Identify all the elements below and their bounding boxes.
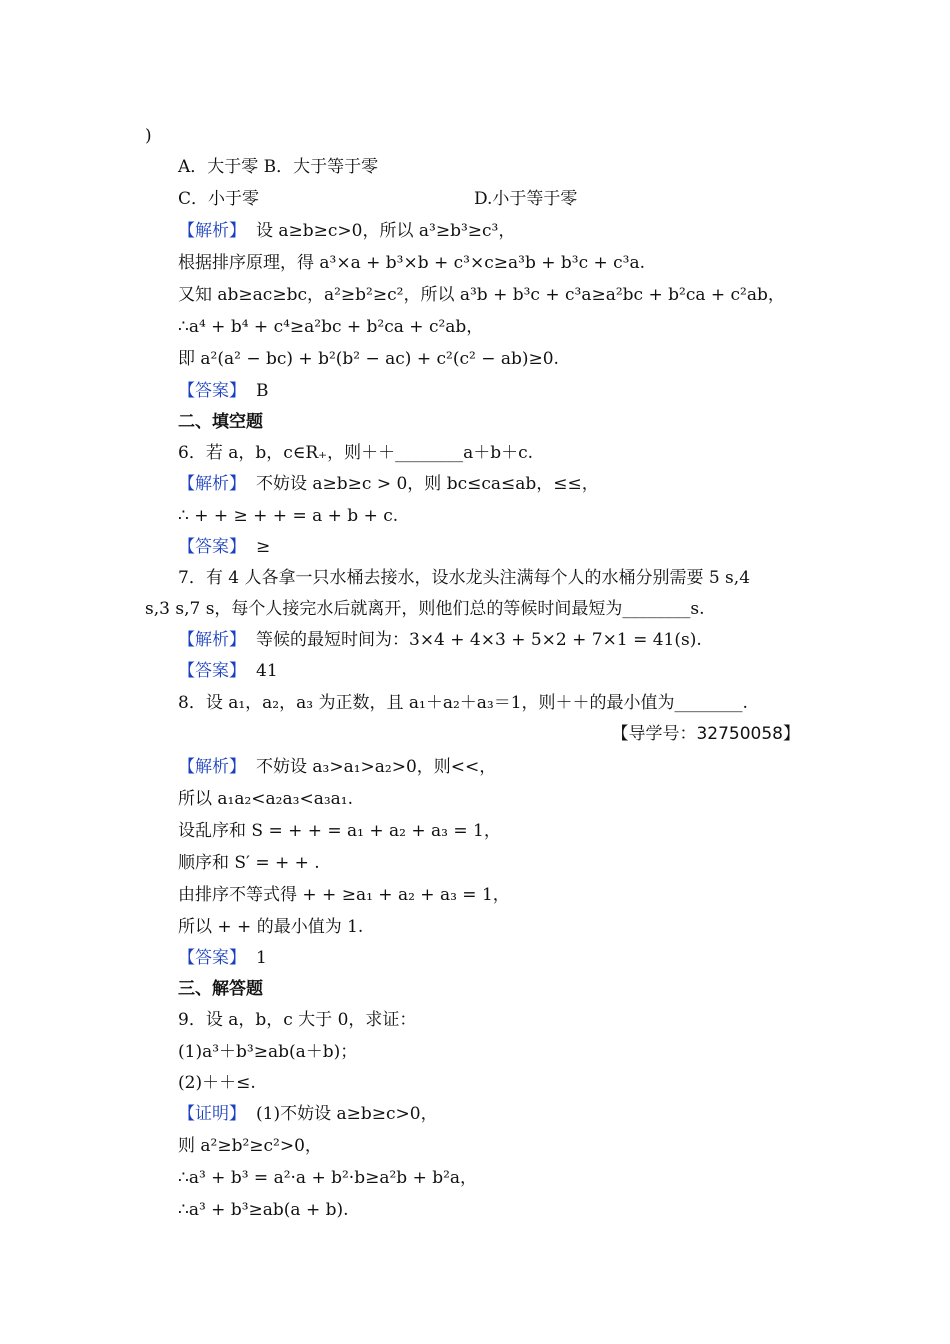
analysis-line: [178, 629, 702, 651]
answer-line: [178, 380, 269, 402]
guide-number: 【导学号：32750058】: [611, 724, 800, 744]
question-line: 9．设 a，b，c 大于 0，求证：: [178, 1010, 417, 1030]
text-line: ∴ + + ≥ + + = a + b + c.: [178, 506, 399, 526]
question-line: 7．有 4 人各拿一只水桶去接水，设水龙头注满每个人的水桶分别需要 5 s,4: [178, 568, 751, 588]
text-line: ): [145, 126, 152, 146]
proof-line: [178, 1103, 438, 1125]
answer-text: 1: [256, 948, 267, 968]
analysis-text: 不妨设 a≥b≥c > 0，则 bc≤ca≤ab，≤≤，: [256, 474, 599, 494]
answer-line: [178, 660, 278, 682]
text-line: 顺序和 S′ = + + .: [178, 853, 320, 873]
answer-line: [178, 947, 267, 969]
proof-text: (1)不妨设 a≥b≥c>0，: [256, 1104, 438, 1124]
text-line: 由排序不等式得 + + ≥a₁ + a₂ + a₃ = 1，: [178, 885, 510, 905]
analysis-tag: 【解析】: [178, 757, 246, 777]
option-d: D.小于等于零: [474, 189, 578, 209]
answer-text: 41: [256, 661, 278, 681]
answer-text: ≥: [256, 537, 271, 557]
answer-text: B: [256, 381, 269, 401]
section-heading: 三、解答题: [178, 979, 263, 999]
text-line: 又知 ab≥ac≥bc，a²≥b²≥c²，所以 a³b + b³c + c³a≥a²bc + b²ca + c²ab，: [178, 285, 785, 305]
analysis-line: [178, 756, 496, 778]
section-heading: 二、填空题: [178, 412, 263, 432]
analysis-tag: 【解析】: [178, 474, 246, 494]
answer-tag: 【答案】: [178, 948, 246, 968]
text-line: (2)＋＋≤.: [178, 1073, 256, 1093]
text-line: 所以 + + 的最小值为 1.: [178, 917, 364, 937]
analysis-line: [178, 473, 599, 495]
analysis-text: 不妨设 a₃>a₁>a₂>0，则<<，: [256, 757, 497, 777]
analysis-line: [178, 220, 515, 242]
answer-tag: 【答案】: [178, 661, 246, 681]
text-line: ∴a³ + b³ = a²·a + b²·b≥a²b + b²a，: [178, 1168, 478, 1188]
analysis-text: 设 a≥b≥c>0，所以 a³≥b³≥c³，: [256, 221, 516, 241]
analysis-tag: 【解析】: [178, 221, 246, 241]
text-line: ∴a³ + b³≥ab(a + b).: [178, 1200, 349, 1220]
question-line: s,3 s,7 s，每个人接完水后就离开，则他们总的等候时间最短为________s.: [145, 599, 705, 619]
answer-tag: 【答案】: [178, 537, 246, 557]
option-line: [178, 188, 259, 210]
answer-tag: 【答案】: [178, 381, 246, 401]
question-line: 8．设 a₁，a₂，a₃ 为正数，且 a₁＋a₂＋a₃＝1，则＋＋的最小值为________.: [178, 693, 748, 713]
question-line: 6．若 a，b，c∈R₊，则＋＋________a＋b＋c.: [178, 443, 534, 463]
text-line: 则 a²≥b²≥c²>0，: [178, 1136, 322, 1156]
text-line: ∴a⁴ + b⁴ + c⁴≥a²bc + b²ca + c²ab，: [178, 317, 484, 337]
option-line: A．大于零 B．大于等于零: [178, 157, 379, 177]
proof-tag: 【证明】: [178, 1104, 246, 1124]
analysis-text: 等候的最短时间为：3×4 + 4×3 + 5×2 + 7×1 = 41(s).: [256, 630, 702, 650]
option-c: C．小于零: [178, 189, 260, 209]
analysis-tag: 【解析】: [178, 630, 246, 650]
text-line: 设乱序和 S = + + = a₁ + a₂ + a₃ = 1，: [178, 821, 501, 841]
text-line: 根据排序原理，得 a³×a + b³×b + c³×c≥a³b + b³c + c³a.: [178, 253, 646, 273]
text-line: (1)a³＋b³≥ab(a＋b)；: [178, 1042, 358, 1062]
text-line: 即 a²(a² − bc) + b²(b² − ac) + c²(c² − ab)≥0.: [178, 349, 559, 369]
text-line: 所以 a₁a₂<a₂a₃<a₃a₁.: [178, 789, 353, 809]
answer-line: [178, 536, 270, 558]
